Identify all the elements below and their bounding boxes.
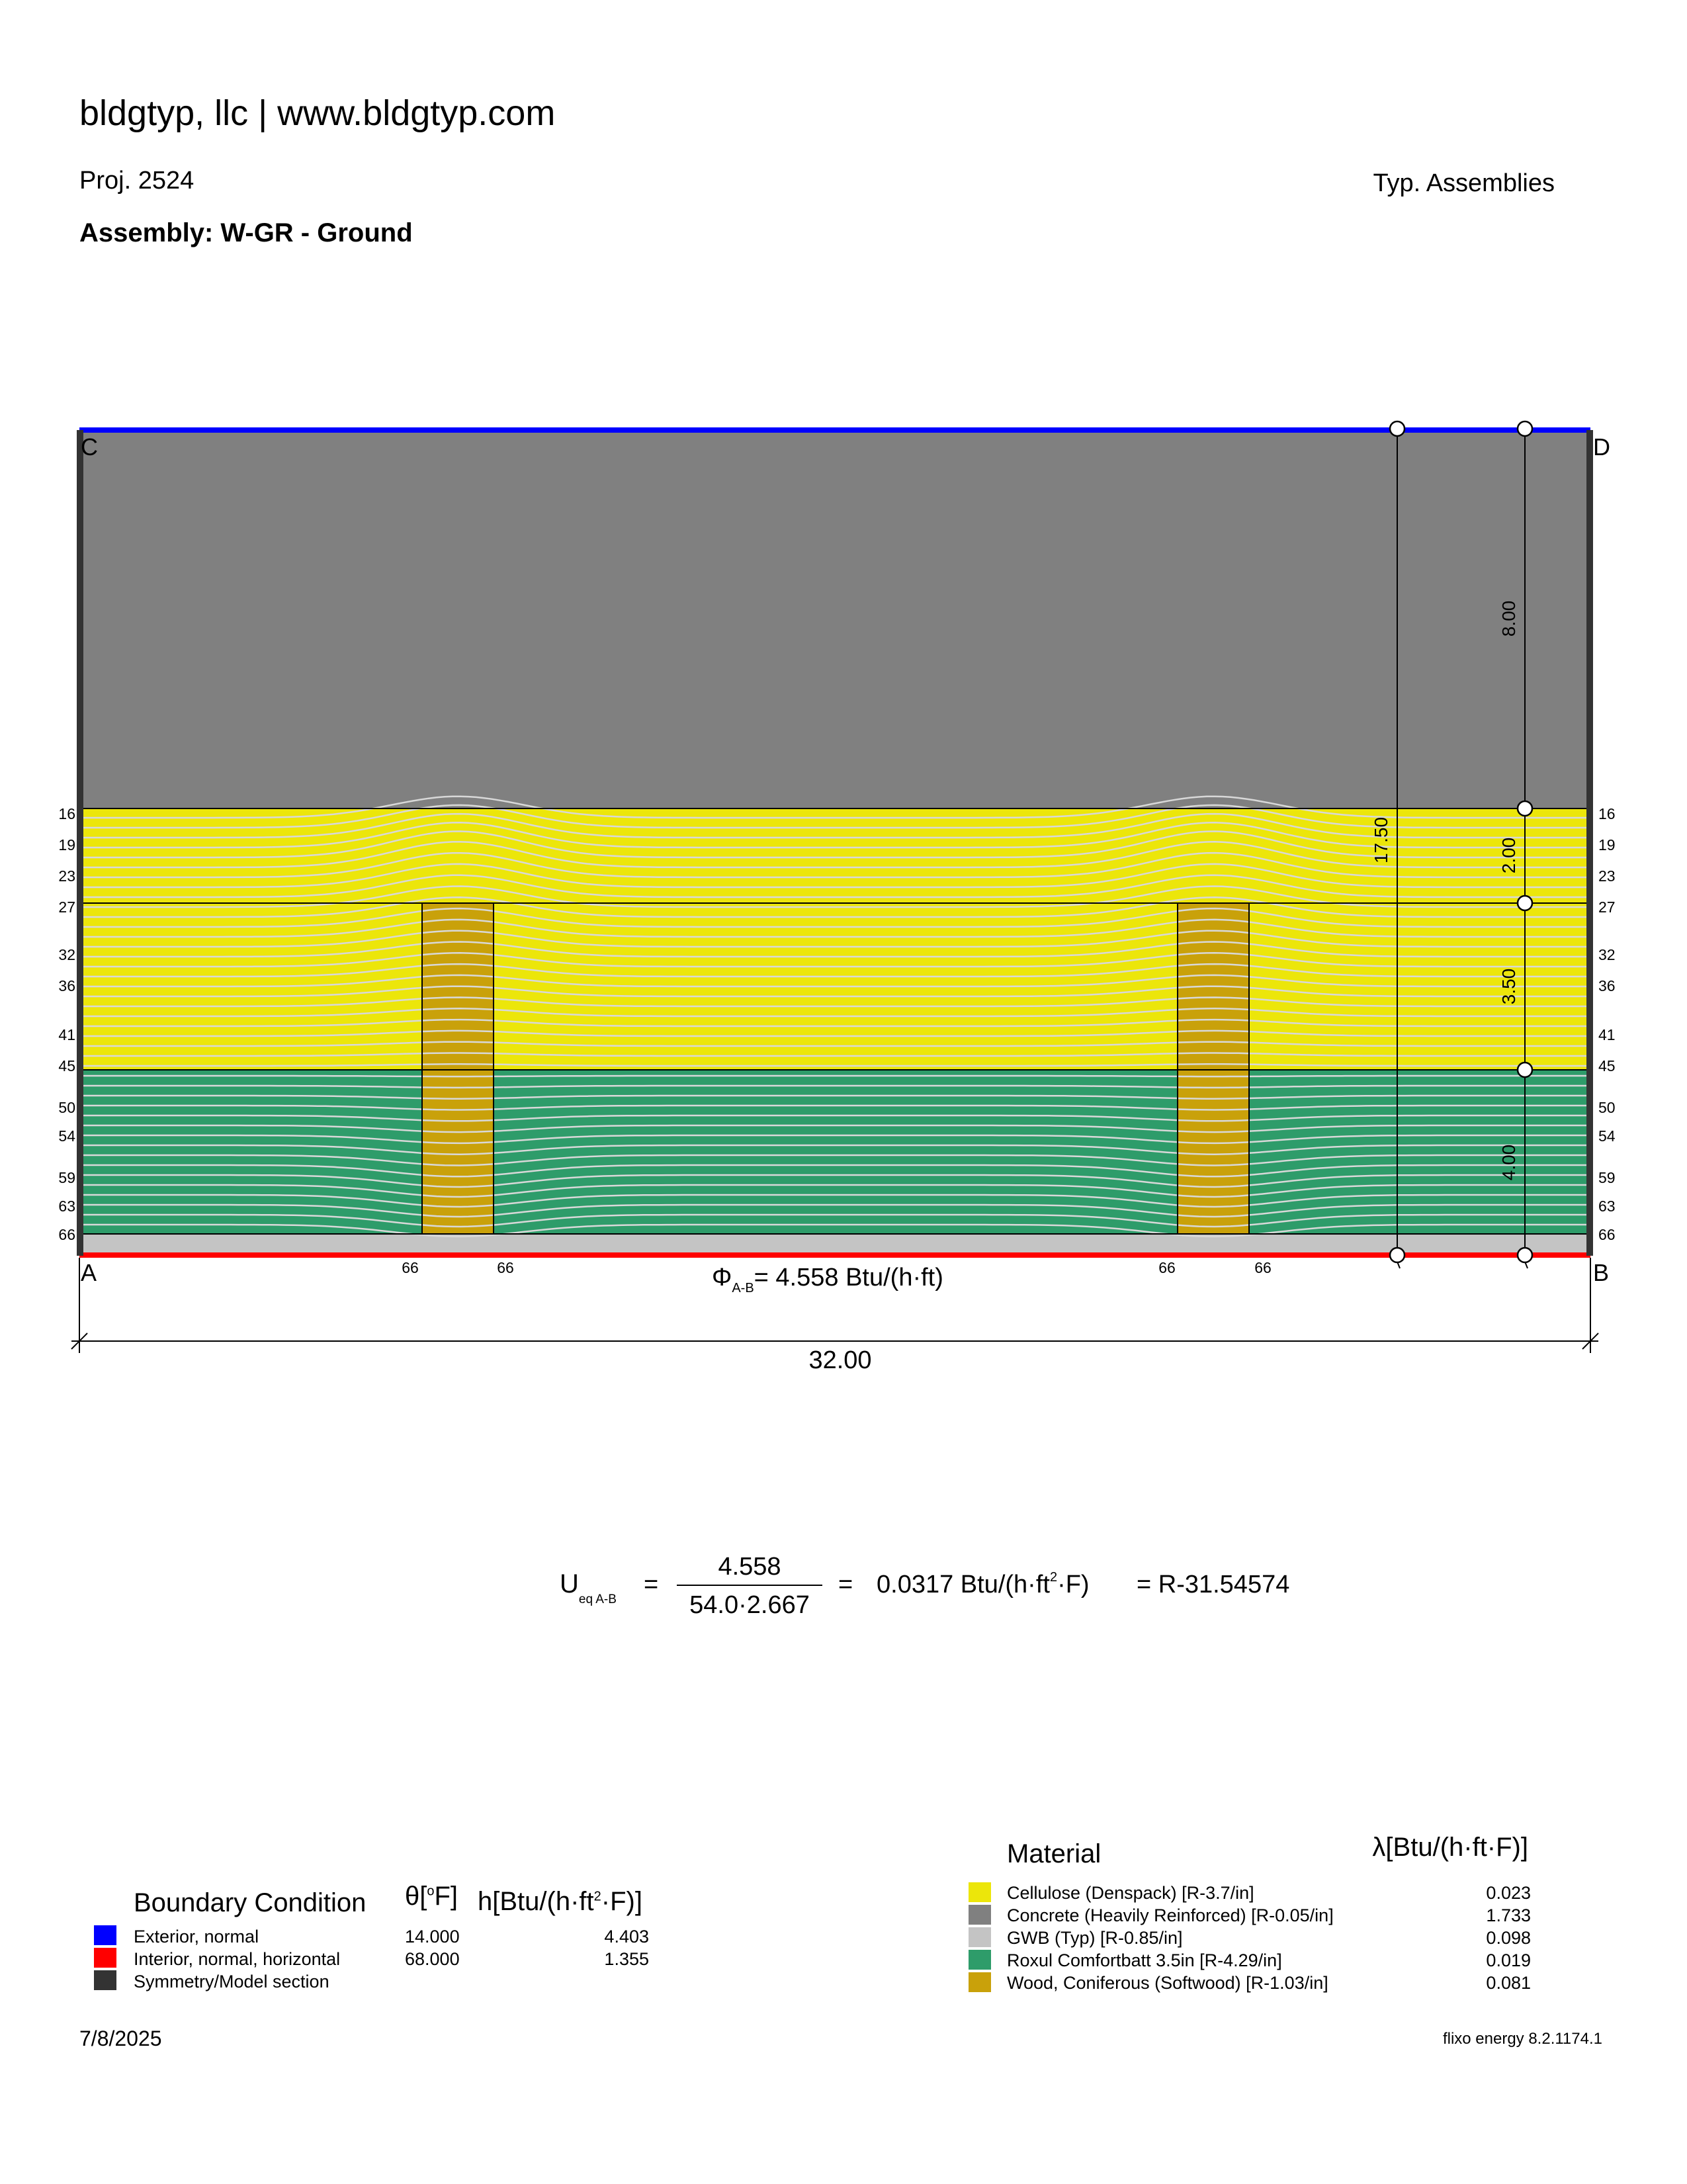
cellulose-swatch bbox=[969, 1882, 991, 1902]
material-row-lambda: 0.098 bbox=[1486, 1928, 1531, 1948]
roxul-swatch bbox=[969, 1950, 991, 1970]
u-denominator: 54.0·2.667 bbox=[689, 1591, 810, 1619]
isotherm-label: 54 bbox=[58, 1127, 75, 1145]
bottom-temperature-label: 66 bbox=[1254, 1259, 1272, 1276]
concrete-layer bbox=[79, 427, 1590, 808]
dimension-label-concrete: 8.00 bbox=[1498, 600, 1519, 637]
corner-label-b: B bbox=[1593, 1259, 1610, 1286]
dimension-label-overall: 17.50 bbox=[1371, 816, 1391, 864]
isotherm-label: 36 bbox=[1598, 977, 1616, 994]
isotherm-label: 50 bbox=[1598, 1099, 1616, 1116]
assembly-name: Assembly: W-GR - Ground bbox=[79, 218, 413, 247]
boundary-row-name: Symmetry/Model section bbox=[134, 1972, 329, 1991]
material-row-name: GWB (Typ) [R-0.85/in] bbox=[1007, 1928, 1183, 1948]
u-subscript: eq A-B bbox=[578, 1593, 617, 1606]
material-row-name: Wood, Coniferous (Softwood) [R-1.03/in] bbox=[1007, 1973, 1328, 1993]
u-equals-2: = bbox=[838, 1571, 853, 1598]
gwb-swatch bbox=[969, 1927, 991, 1947]
material-legend-title: Material bbox=[1007, 1839, 1102, 1868]
isotherm-label: 36 bbox=[58, 977, 75, 994]
material-row-lambda: 0.023 bbox=[1486, 1883, 1531, 1903]
u-numerator: 4.558 bbox=[718, 1553, 781, 1581]
concrete-swatch bbox=[969, 1905, 991, 1925]
page-title: bldgtyp, llc | www.bldgtyp.com bbox=[79, 93, 556, 133]
assembly-category: Typ. Assemblies bbox=[1373, 169, 1555, 197]
material-row-name: Cellulose (Denspack) [R-3.7/in] bbox=[1007, 1883, 1254, 1903]
isotherm-label: 59 bbox=[1598, 1169, 1616, 1186]
exterior-swatch bbox=[94, 1925, 116, 1945]
r-value: = R-31.54574 bbox=[1137, 1571, 1290, 1598]
isotherm-label: 41 bbox=[58, 1026, 75, 1043]
boundary-legend-title: Boundary Condition bbox=[134, 1888, 367, 1917]
u-equals-1: = bbox=[644, 1571, 659, 1598]
bottom-temperature-label: 66 bbox=[1158, 1259, 1176, 1276]
isotherm-label: 23 bbox=[1598, 867, 1616, 885]
project-number: Proj. 2524 bbox=[79, 167, 195, 195]
isotherm-label: 63 bbox=[1598, 1198, 1616, 1215]
isotherm-label: 32 bbox=[58, 946, 75, 963]
exterior-boundary-line bbox=[79, 427, 1590, 433]
u-value-formula bbox=[560, 1553, 1289, 1619]
h-header: $h[Btu/(h\cdot ft^2\cdot F)]$ bbox=[478, 1887, 642, 1916]
isotherm-label: 16 bbox=[1598, 805, 1616, 822]
isotherm-label: 23 bbox=[58, 867, 75, 885]
software-version: flixo energy 8.2.1174.1 bbox=[1442, 2030, 1602, 2048]
isotherm-label: 41 bbox=[1598, 1026, 1616, 1043]
isotherm-label: 66 bbox=[1598, 1226, 1616, 1243]
flux-symbol: Φ bbox=[712, 1264, 732, 1291]
bottom-temperature-label: 66 bbox=[402, 1259, 419, 1276]
isotherm-label: 16 bbox=[58, 805, 75, 822]
svg-text:Ueq A-B bbox=[560, 1569, 617, 1606]
isotherm-label: 27 bbox=[58, 898, 75, 916]
isotherm-label: 59 bbox=[58, 1169, 75, 1186]
symmetry-boundary-left bbox=[77, 430, 83, 1256]
isotherm-label: 19 bbox=[1598, 836, 1616, 853]
gwb-layer bbox=[79, 1234, 1590, 1255]
isotherm-label: 19 bbox=[58, 836, 75, 853]
isotherm-labels-right bbox=[1598, 805, 1616, 1243]
interior-swatch bbox=[94, 1948, 116, 1968]
heat-flux-label bbox=[712, 1264, 943, 1295]
u-symbol: U bbox=[560, 1569, 579, 1598]
material-row-lambda: 0.019 bbox=[1486, 1950, 1531, 1970]
boundary-row-name: Interior, normal, horizontal bbox=[134, 1949, 341, 1969]
isotherm-label: 27 bbox=[1598, 898, 1616, 916]
boundary-row-h: 1.355 bbox=[604, 1949, 649, 1969]
bottom-temperature-label: 66 bbox=[497, 1259, 514, 1276]
dimension-label-cellulose: 2.00 bbox=[1498, 837, 1519, 874]
corner-label-a: A bbox=[81, 1259, 97, 1286]
material-row-lambda: 0.081 bbox=[1486, 1973, 1531, 1993]
flux-value: = 4.558 Btu/(h·ft) bbox=[754, 1264, 943, 1291]
u-result: 0.0317 Btu/$(h\cdot ft^2\cdot F)$ bbox=[877, 1570, 1090, 1598]
isotherm-label: 45 bbox=[58, 1057, 75, 1074]
material-row-name: Roxul Comfortbatt 3.5in [R-4.29/in] bbox=[1007, 1950, 1282, 1970]
report-date: 7/8/2025 bbox=[79, 2027, 162, 2050]
isotherm-label: 63 bbox=[58, 1198, 75, 1215]
theta-header: θ[$^o$F] bbox=[405, 1882, 458, 1911]
interior-boundary-line bbox=[79, 1252, 1590, 1258]
isotherm-label: 66 bbox=[58, 1226, 75, 1243]
corner-label-c: C bbox=[81, 433, 98, 460]
isotherm-label: 45 bbox=[1598, 1057, 1616, 1074]
dimension-label-roxul: 4.00 bbox=[1498, 1144, 1519, 1181]
dimension-label-stud-cavity: 3.50 bbox=[1498, 968, 1519, 1005]
isotherm-label: 54 bbox=[1598, 1127, 1616, 1145]
isotherm-labels-left bbox=[58, 805, 75, 1243]
boundary-row-theta: 68.000 bbox=[405, 1949, 460, 1969]
width-dimension-label: 32.00 bbox=[808, 1346, 872, 1374]
lambda-header: λ[Btu/(h·ft·F)] bbox=[1372, 1833, 1528, 1862]
isotherm-label: 50 bbox=[58, 1099, 75, 1116]
wood-swatch bbox=[969, 1972, 991, 1992]
material-row-lambda: 1.733 bbox=[1486, 1905, 1531, 1925]
roxul-layer bbox=[79, 1070, 1590, 1234]
material-row-name: Concrete (Heavily Reinforced) [R-0.05/in] bbox=[1007, 1905, 1334, 1925]
corner-label-d: D bbox=[1593, 433, 1610, 460]
isotherm-label: 32 bbox=[1598, 946, 1616, 963]
flux-subscript: A-B bbox=[732, 1281, 754, 1295]
boundary-row-theta: 14.000 bbox=[405, 1927, 460, 1946]
boundary-row-name: Exterior, normal bbox=[134, 1927, 259, 1946]
symmetry-swatch bbox=[94, 1970, 116, 1990]
boundary-row-h: 4.403 bbox=[604, 1927, 649, 1946]
symmetry-boundary-right bbox=[1586, 430, 1593, 1256]
